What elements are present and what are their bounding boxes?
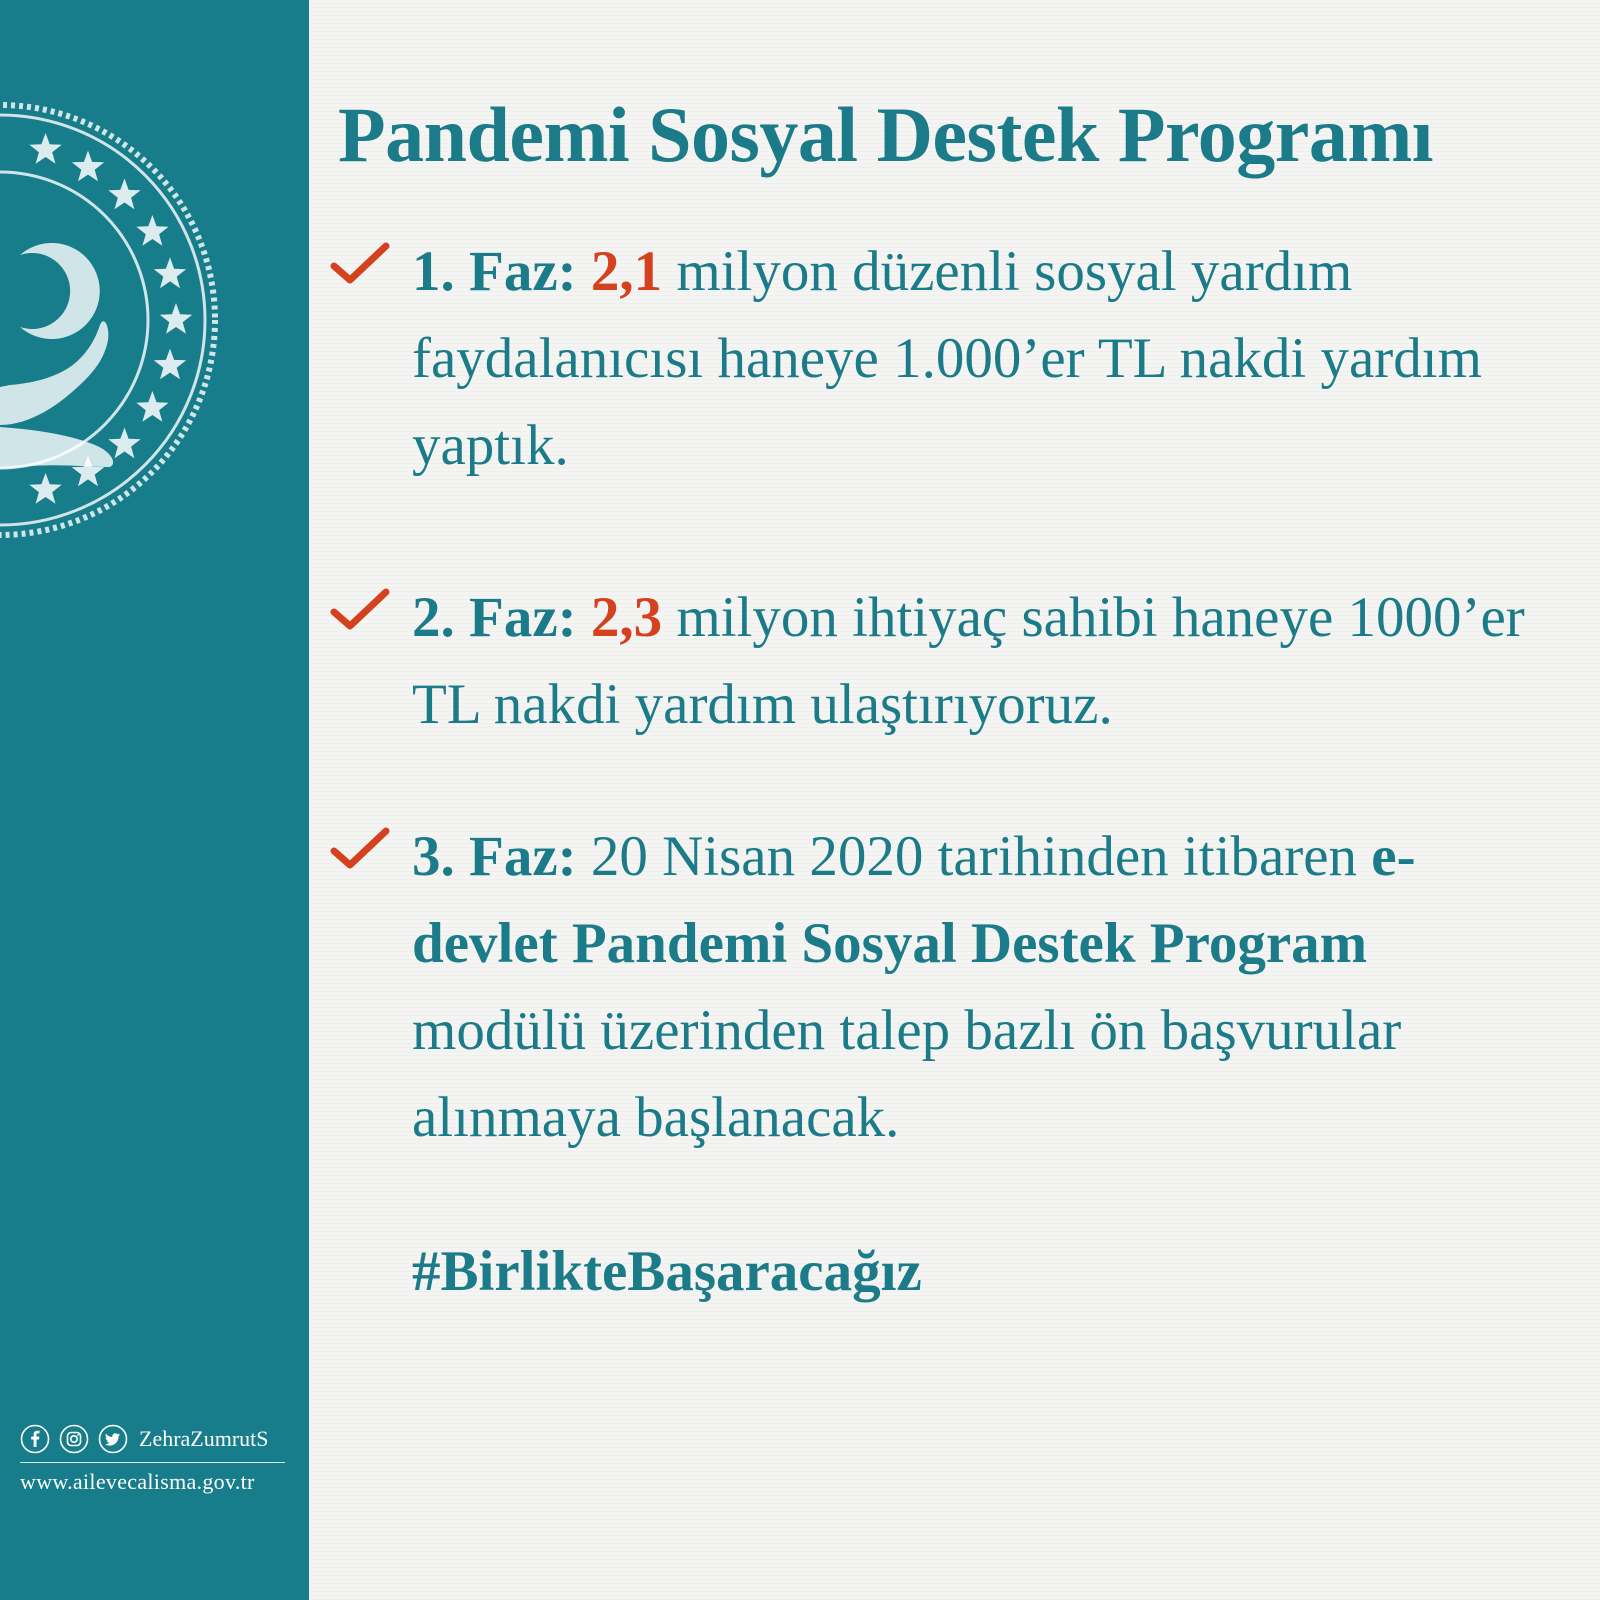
twitter-icon[interactable]: [98, 1424, 128, 1454]
sidebar: [0, 0, 309, 1600]
check-icon: [330, 240, 390, 288]
social-handle: ZehraZumrutS: [139, 1426, 269, 1451]
hashtag: #BirlikteBaşaracağız: [412, 1240, 922, 1303]
phase-3-body-before: 20 Nisan 2020 tarihinden itibaren: [576, 825, 1372, 888]
phase-3-emphasis: e-devlet Pandemi Sosyal Destek Program: [412, 825, 1416, 975]
star-icon: [29, 473, 61, 504]
phase-1-body: milyon düzenli sosyal yardım faydalanıcısı haneye 1.000’er TL nakdi yardım yaptık.: [412, 240, 1482, 477]
phase-3-text: [412, 813, 1552, 1161]
check-icon: [330, 586, 390, 634]
page-title: Pandemi Sosyal Destek Programı: [338, 91, 1433, 178]
phase-2-body: milyon ihtiyaç sahibi haneye 1000’er TL nakdi yardım ulaştırıyoruz.: [412, 586, 1525, 736]
phase-3-body-after: modülü üzerinden talep bazlı ön başvurular alınmaya başlanacak.: [412, 999, 1402, 1149]
phase-1-text: [412, 228, 1552, 489]
phase-2-text: [412, 574, 1552, 748]
phase-1-label: 1. Faz:: [412, 240, 577, 303]
ministry-emblem-icon: [0, 95, 240, 545]
phase-2-label: 2. Faz:: [412, 586, 577, 649]
main-content: [330, 0, 1570, 1600]
star-icon: [154, 349, 186, 380]
star-icon: [136, 215, 168, 246]
facebook-icon[interactable]: [20, 1424, 50, 1454]
footer-divider: [20, 1462, 285, 1463]
star-icon: [160, 303, 192, 334]
social-links: [20, 1424, 269, 1454]
instagram-icon[interactable]: [59, 1424, 89, 1454]
phase-2-highlight: 2,3: [590, 586, 663, 649]
star-icon: [108, 428, 140, 459]
star-icon: [72, 151, 104, 182]
star-icon: [29, 133, 61, 164]
check-icon: [330, 825, 390, 873]
star-icon: [108, 179, 140, 210]
phase-1-highlight: 2,1: [590, 240, 663, 303]
website-link[interactable]: www.ailevecalisma.gov.tr: [20, 1469, 255, 1494]
star-icon: [154, 257, 186, 288]
phase-3-label: 3. Faz:: [412, 825, 577, 888]
star-icon: [136, 391, 168, 422]
